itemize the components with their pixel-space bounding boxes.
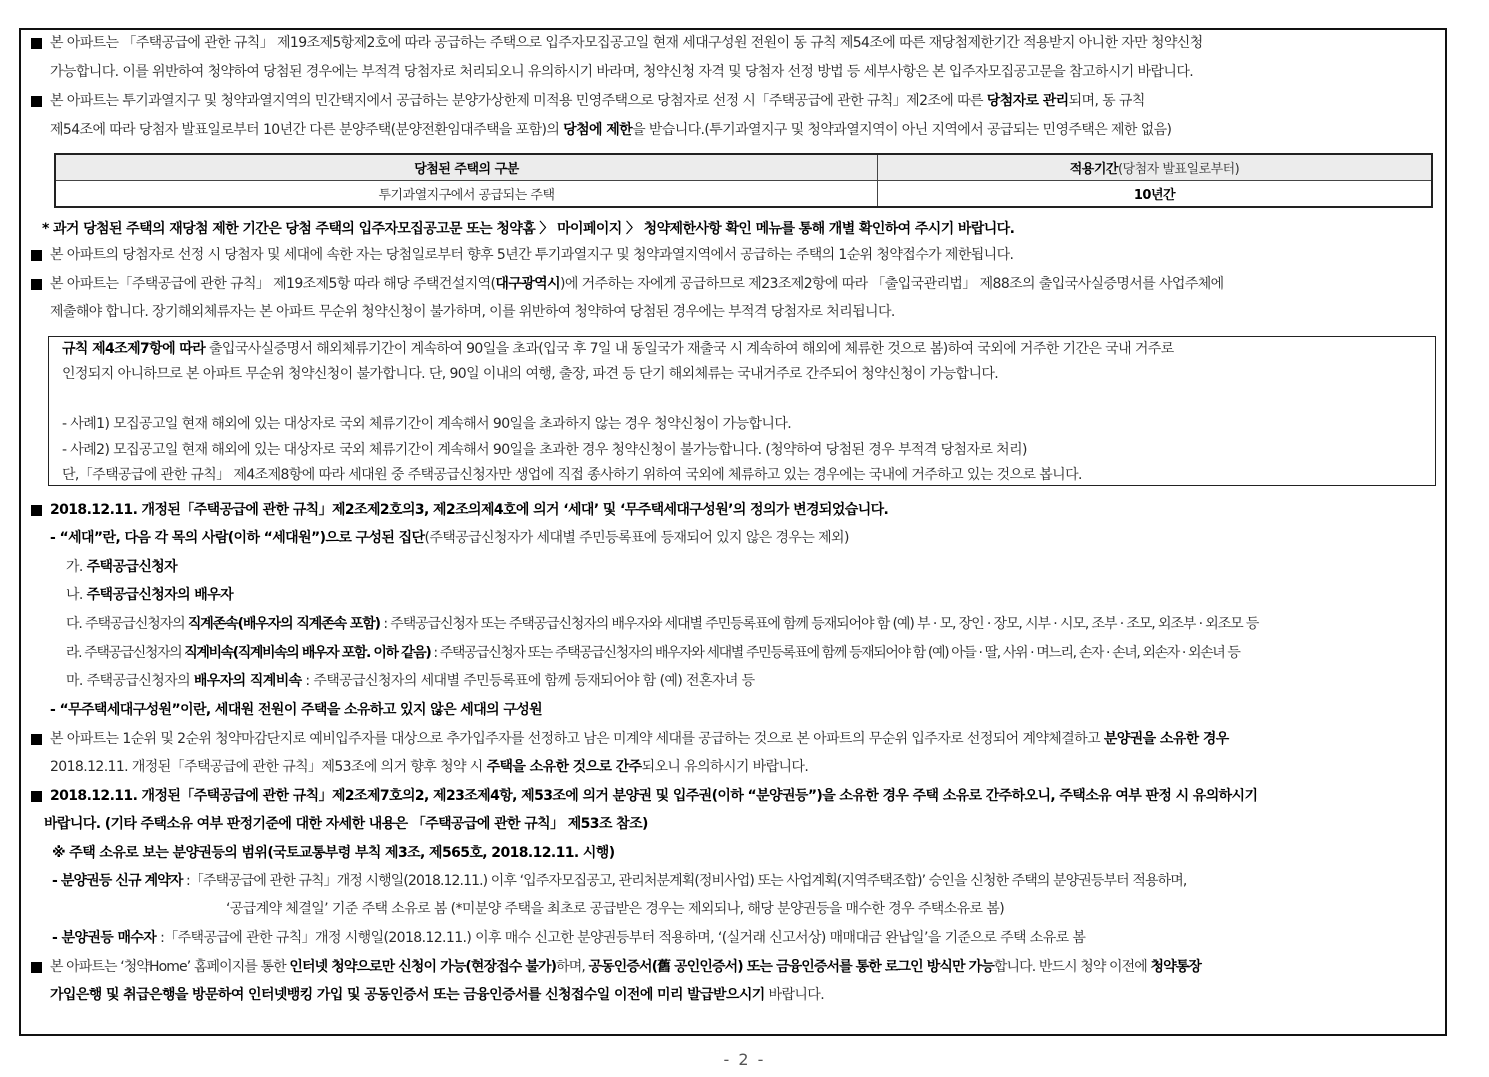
para8-line2	[50, 985, 824, 1005]
list-text: 라. 주택공급신청자의	[66, 645, 185, 661]
header-bold: 적용기간	[1069, 162, 1118, 177]
para8-bold: 가입은행 및 취급은행을 방문하여 인터넷뱅킹 가입 및 공동인증서 또는 금융인증서를 신청접수일 이전에 미리 발급받으시기	[50, 987, 765, 1003]
para6-bold: 분양권을 소유한 경우	[1103, 731, 1229, 747]
para8-text: 하며,	[556, 959, 589, 975]
def-text: (주택공급신청자가 세대별 주민등록표에 등재되어 있지 않은 경우는 제외)	[424, 530, 849, 546]
table-header-row	[55, 154, 1432, 181]
list-text: : 주택공급신청자의 세대별 주민등록표에 함께 등재되어야 함 (예) 전혼자녀 등	[301, 673, 755, 689]
buyer-text: :「주택공급에 관한 규칙」개정 시행일(2018.12.11.) 이후 매수 신고한 분양권등부터 적용하며, ‘(실거래 신고서상) 매매대금 완납일’을 기준으로 주택 소유로 봄	[156, 930, 1086, 946]
box-case1: - 사례1) 모집공고일 현재 해외에 있는 대상자로 국외 체류기간이 계속해서 90일을 초과하지 않는 경우 청약신청이 가능합니다.	[62, 416, 792, 432]
bullet-square-icon	[31, 734, 42, 745]
new-contractor-text: :「주택공급에 관한 규칙」개정 시행일(2018.12.11.) 이후 ‘입주자모집공고, 관리처분계획(정비사업) 또는 사업계획(지역주택조합)’ 승인을 신청한 주택의 분양권등부터 적용하며,	[182, 873, 1187, 889]
para7-reference: ※ 주택 소유로 보는 분양권등의 범위(국토교통부령 부칙 제3조, 제565호, 2018.12.11. 시행)	[52, 845, 615, 861]
household-definition	[50, 528, 849, 548]
bullet-square-icon	[31, 791, 42, 802]
box-case2: - 사례2) 모집공고일 현재 해외에 있는 대상자로 국외 체류기간이 계속해서 90일을 초과한 경우 청약신청이 불가능합니다. (청약하여 당첨된 경우 부적격 당첨자로 처리)	[62, 442, 1027, 458]
list-bold: 직계비속(직계비속의 배우자 포함. 이하 같음)	[184, 645, 431, 661]
para6-text: 2018.12.11. 개정된「주택공급에 관한 규칙」제53조에 의거 향후 청약 시	[50, 759, 487, 775]
list-text: : 주택공급신청자 또는 주택공급신청자의 배우자와 세대별 주민등록표에 함께 등재되어야 함 (예) 부 · 모, 장인 · 장모, 시부 · 시모, 조부 · 조모, 외조부 · 외조모 등	[379, 616, 1259, 632]
para2-line1	[50, 91, 1145, 111]
para2-text: 본 아파트는 투기과열지구 및 청약과열지역의 민간택지에서 공급하는 분양가상한제 미적용 민영주택으로 당첨자로 선정 시「주택공급에 관한 규칙」제2조에 따른	[50, 93, 987, 109]
para2-bold: 당첨자로 관리	[986, 93, 1069, 109]
new-contractor-line2: ‘공급계약 체결일’ 기준 주택 소유로 봄 (*미분양 주택을 최초로 공급받은 경우는 제외되나, 해당 분양권등을 매수한 경우 주택소유로 봄)	[226, 901, 1005, 917]
box-text: 출입국사실증명서 해외체류기간이 계속하여 90일을 초과(입국 후 7일 내 동일국가 재출국 시 계속하여 해외에 체류한 것으로 봄)하여 국외에 거주한 기간은 국내 거주로	[205, 341, 1174, 357]
list-item-da	[66, 614, 1258, 634]
def-bold: - “세대”란, 다음 각 목의 사람(이하 “세대원”)으로 구성된 집단	[50, 530, 425, 546]
para6-line1	[50, 729, 1229, 749]
para2-text: 을 받습니다.(투기과열지구 및 청약과열지역이 아닌 지역에서 공급되는 민영주택은 제한 없음)	[632, 122, 1172, 138]
box-line2: 인정되지 아니하므로 본 아파트 무순위 청약신청이 불가합니다. 단, 90일 이내의 여행, 출장, 파견 등 단기 해외체류는 국내거주로 간주되어 청약신청이 가능합니다.	[62, 366, 999, 382]
list-marker: 나.	[66, 587, 87, 603]
para4-line1	[50, 274, 1224, 294]
para6-text: 되오니 유의하시기 바랍니다.	[641, 759, 809, 775]
para8-bold: 공동인증서(舊 공인인증서) 또는 금융인증서를 통한 로그인 방식만 가능	[588, 959, 994, 975]
para2-text: 제54조에 따라 당첨자 발표일로부터 10년간 다른 분양주택(분양전환임대주택을 포함)의	[50, 122, 564, 138]
para1-line1: 본 아파트는 「주택공급에 관한 규칙」 제19조제5항제2호에 따라 공급하는 주택으로 입주자모집공고일 현재 세대구성원 전원이 동 규칙 제54조에 따른 재당첨제한기간 적용받지 아니한 자만 청약신청	[50, 35, 1203, 51]
bullet-square-icon	[31, 505, 42, 516]
table-header-cell	[878, 154, 1433, 181]
list-marker: 가.	[66, 559, 87, 575]
list-item-ga	[66, 557, 177, 577]
para6-bold: 주택을 소유한 것으로 간주	[486, 759, 642, 775]
para6-line2	[50, 757, 808, 777]
page-number: - 2 -	[723, 1050, 766, 1069]
para8-text: 바랍니다.	[764, 987, 825, 1003]
box-line1	[62, 339, 1174, 359]
para2-text: 되며, 동 규칙	[1068, 93, 1145, 109]
list-text: 다. 주택공급신청자의	[66, 616, 188, 632]
para6-text: 본 아파트는 1순위 및 2순위 청약마감단지로 예비입주자를 대상으로 추가입주자를 선정하고 남은 미계약 세대를 공급하는 것으로 본 아파트의 무순위 입주자로 선정되어 계약체결하고	[50, 731, 1104, 747]
para4-text: )에 거주하는 자에게 공급하므로 제23조제2항에 따라 「출입국관리법」 제88조의 출입국사실증명서를 사업주체에	[560, 276, 1224, 292]
rewin-restriction-table	[54, 153, 1433, 208]
para4-line2: 제출해야 합니다. 장기해외체류자는 본 아파트 무순위 청약신청이 불가하며, 이를 위반하여 청약하여 당첨된 경우에는 부적격 당첨자로 처리됩니다.	[50, 304, 895, 320]
list-bold: 주택공급신청자의 배우자	[86, 587, 234, 603]
para3-line1: 본 아파트의 당첨자로 선정 시 당첨자 및 세대에 속한 자는 당첨일로부터 향후 5년간 투기과열지구 및 청약과열지역에서 공급하는 주택의 1순위 청약접수가 제한됩니다.	[50, 247, 1014, 263]
para7-line2: 바랍니다. (기타 주택소유 여부 판정기준에 대한 자세한 내용은 「주택공급에 관한 규칙」 제53조 참조)	[44, 816, 648, 832]
bullet-square-icon	[31, 279, 42, 290]
list-bold: 주택공급신청자	[86, 559, 178, 575]
header-light: (당첨자 발표일로부터)	[1117, 162, 1240, 177]
box-bold: 규칙 제4조제7항에 따라	[62, 341, 206, 357]
table-cell: 10년간	[878, 181, 1433, 208]
homeless-member-definition: - “무주택세대구성원”이란, 세대원 전원이 주택을 소유하고 있지 않은 세대의 구성원	[50, 702, 543, 718]
para4-text: 본 아파트는「주택공급에 관한 규칙」 제19조제5항 따라 해당 주택건설지역(	[50, 276, 496, 292]
list-bold: 직계존속(배우자의 직계존속 포함)	[187, 616, 380, 632]
para7-line1: 2018.12.11. 개정된「주택공급에 관한 규칙」제2조제7호의2, 제23조제4항, 제53조에 의거 분양권 및 입주권(이하 “분양권등”)을 소유한 경우 주택 소유로 간주하오니, 주택소유 여부 판정 시 유의하시기	[50, 788, 1258, 804]
box-line5: 단,「주택공급에 관한 규칙」 제4조제8항에 따라 세대원 중 주택공급신청자만 생업에 직접 종사하기 위하여 국외에 체류하고 있는 경우에는 국내에 거주하고 있는 것으로 봅니다.	[62, 467, 1082, 483]
para1-line2: 가능합니다. 이를 위반하여 청약하여 당첨된 경우에는 부적격 당첨자로 처리되오니 유의하시기 바라며, 청약신청 자격 및 당첨자 선정 방법 등 세부사항은 본 입주자모집공고문을 참고하시기 바랍니다.	[50, 64, 1194, 80]
bullet-square-icon	[31, 96, 42, 107]
list-item-ra	[66, 643, 1240, 663]
bullet-square-icon	[31, 962, 42, 973]
table-cell: 투기과열지구에서 공급되는 주택	[55, 181, 878, 208]
para8-bold: 청약통장	[1150, 959, 1201, 975]
para2-bold: 당첨에 제한	[563, 122, 633, 138]
para8-text: 합니다. 반드시 청약 이전에	[993, 959, 1151, 975]
para4-bold: 대구광역시	[495, 276, 561, 292]
table-header-cell: 당첨된 주택의 구분	[55, 154, 878, 181]
para2-line2	[50, 120, 1171, 140]
buyer-line	[52, 928, 1085, 948]
list-text: 마. 주택공급신청자의	[66, 673, 194, 689]
para8-text: 본 아파트는 ‘청약Home’ 홈페이지를 통한	[50, 959, 290, 975]
bullet-square-icon	[31, 250, 42, 261]
new-contractor-label: - 분양권등 신규 계약자	[52, 873, 183, 889]
buyer-label: - 분양권등 매수자	[52, 930, 157, 946]
list-item-na	[66, 585, 233, 605]
notice-note: * 과거 당첨된 주택의 재당첨 제한 기간은 당첨 주택의 입주자모집공고문 또는 청약홈 〉 마이페이지 〉 청약제한사항 확인 메뉴를 통해 개별 확인하여 주시기 바랍니다.	[42, 221, 1015, 237]
para8-bold: 인터넷 청약으로만 신청이 가능(현장접수 불가)	[289, 959, 557, 975]
para5-title: 2018.12.11. 개정된「주택공급에 관한 규칙」제2조제2호의3, 제2조의제4호에 의거 ‘세대’ 및 ‘무주택세대구성원’의 정의가 변경되었습니다.	[50, 502, 889, 518]
new-contractor-line	[52, 871, 1186, 891]
bullet-square-icon	[31, 38, 42, 49]
list-bold: 배우자의 직계비속	[193, 673, 302, 689]
list-item-ma	[66, 671, 755, 691]
list-text: : 주택공급신청자 또는 주택공급신청자의 배우자와 세대별 주민등록표에 함께 등재되어야 함 (예) 아들 · 딸, 사위 · 며느리, 손자 · 손녀, 외손자 · 외손녀 등	[430, 645, 1240, 661]
table-row	[55, 181, 1432, 208]
para8-line1	[50, 957, 1201, 977]
